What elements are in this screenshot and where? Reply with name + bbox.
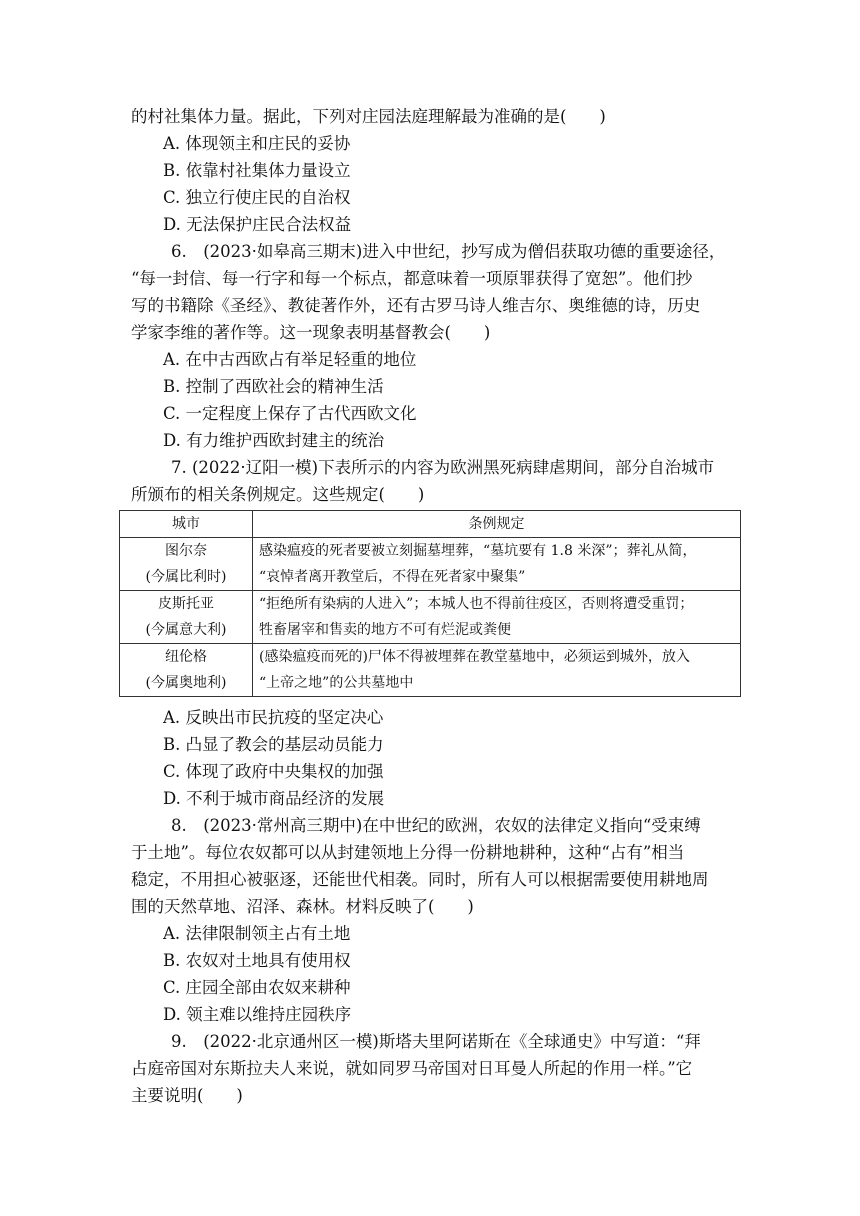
city-name: 皮斯托亚 bbox=[158, 596, 214, 612]
q9-stem-line-1: 9. (2022·北京通州区一模)斯塔夫里阿诺斯在《全球通史》中写道：“拜 bbox=[171, 1032, 701, 1051]
table-header-city: 城市 bbox=[120, 511, 253, 538]
q7-option-d: D. 不利于城市商品经济的发展 bbox=[163, 789, 385, 808]
q8-stem-line-4: 围的天然草地、沼泽、森林。材料反映了( ) bbox=[131, 897, 474, 916]
table-cell-rule bbox=[253, 538, 741, 591]
table-row bbox=[120, 591, 741, 644]
q8-option-a: A. 法律限制领主占有土地 bbox=[163, 924, 351, 943]
q8-option-b: B. 农奴对土地具有使用权 bbox=[163, 951, 351, 970]
table-header-row bbox=[120, 511, 741, 538]
q7-stem-line-2: 所颁布的相关条例规定。这些规定( ) bbox=[131, 485, 425, 504]
q6-option-b: B. 控制了西欧社会的精神生活 bbox=[163, 377, 384, 396]
table-row bbox=[120, 538, 741, 591]
rule-line: “上帝之地”的公共墓地中 bbox=[259, 675, 414, 691]
q9-stem-line-2: 占庭帝国对东斯拉夫人来说，就如同罗马帝国对日耳曼人所起的作用一样。”它 bbox=[131, 1059, 693, 1078]
q8-option-d: D. 领主难以维持庄园秩序 bbox=[163, 1005, 352, 1024]
rule-line: “哀悼者离开教堂后，不得在死者家中聚集” bbox=[259, 569, 526, 585]
q6-option-d: D. 有力维护西欧封建主的统治 bbox=[163, 431, 385, 450]
rule-line: 牲畜屠宰和售卖的地方不可有烂泥或粪便 bbox=[259, 622, 511, 638]
q5-stem-tail: 的村社集体力量。据此，下列对庄园法庭理解最为准确的是( ) bbox=[131, 107, 606, 126]
q7-stem-line-1: 7. (2022·辽阳一模)下表所示的内容为欧洲黑死病肆虐期间，部分自治城市 bbox=[171, 458, 715, 477]
city-name: 纽伦格 bbox=[165, 649, 207, 665]
q6-stem-line-2: “每一封信、每一行字和每一个标点，都意味着一项原罪获得了宽恕”。他们抄 bbox=[131, 269, 693, 288]
table-cell-rule bbox=[253, 591, 741, 644]
q6-option-c: C. 一定程度上保存了古代西欧文化 bbox=[163, 404, 417, 423]
city-name: 图尔奈 bbox=[165, 543, 207, 559]
q6-stem-line-1: 6. (2023·如皋高三期末)进入中世纪，抄写成为僧侣获取功德的重要途径， bbox=[171, 242, 726, 261]
table-cell-city bbox=[120, 538, 253, 591]
q8-stem-line-1: 8. (2023·常州高三期中)在中世纪的欧洲，农奴的法律定义指向“受束缚 bbox=[171, 816, 701, 835]
q7-option-a: A. 反映出市民抗疫的坚定决心 bbox=[163, 708, 384, 727]
q5-option-a: A. 体现领主和庄民的妥协 bbox=[163, 134, 351, 153]
rule-line: 感染瘟疫的死者要被立刻掘墓埋葬，“墓坑要有 1.8 米深”；葬礼从简， bbox=[259, 543, 697, 559]
city-note: (今属比利时) bbox=[145, 569, 227, 585]
table-cell-rule bbox=[253, 644, 741, 697]
q5-option-c: C. 独立行使庄民的自治权 bbox=[163, 188, 351, 207]
q8-option-c: C. 庄园全部由农奴来耕种 bbox=[163, 978, 351, 997]
q7-option-b: B. 凸显了教会的基层动员能力 bbox=[163, 735, 384, 754]
table-cell-city bbox=[120, 591, 253, 644]
q6-option-a: A. 在中古西欧占有举足轻重的地位 bbox=[163, 350, 417, 369]
city-note: (今属意大利) bbox=[145, 622, 227, 638]
q8-stem-line-2: 于土地”。每位农奴都可以从封建领地上分得一份耕地耕种，这种“占有”相当 bbox=[131, 843, 685, 862]
table-row bbox=[120, 644, 741, 697]
q7-option-c: C. 体现了政府中央集权的加强 bbox=[163, 762, 384, 781]
rule-line: “拒绝所有染病的人进入”；本城人也不得前往疫区，否则将遭受重罚； bbox=[259, 596, 694, 612]
q8-stem-line-3: 稳定，不用担心被驱逐，还能世代相袭。同时，所有人可以根据需要使用耕地周 bbox=[131, 870, 709, 889]
q6-stem-line-3: 写的书籍除《圣经》、教徒著作外，还有古罗马诗人维吉尔、奥维德的诗，历史 bbox=[131, 296, 701, 315]
q6-stem-line-4: 学家李维的著作等。这一现象表明基督教会( ) bbox=[131, 323, 491, 342]
q5-option-b: B. 依靠村社集体力量设立 bbox=[163, 161, 351, 180]
city-note: (今属奥地利) bbox=[145, 675, 227, 691]
q5-option-d: D. 无法保护庄民合法权益 bbox=[163, 215, 352, 234]
table-cell-city bbox=[120, 644, 253, 697]
plague-rules-table bbox=[119, 510, 741, 697]
q9-stem-line-3: 主要说明( ) bbox=[131, 1086, 243, 1105]
rule-line: (感染瘟疫而死的)尸体不得被埋葬在教堂墓地中，必须运到城外，放入 bbox=[259, 649, 690, 665]
table-header-rule: 条例规定 bbox=[253, 511, 741, 538]
